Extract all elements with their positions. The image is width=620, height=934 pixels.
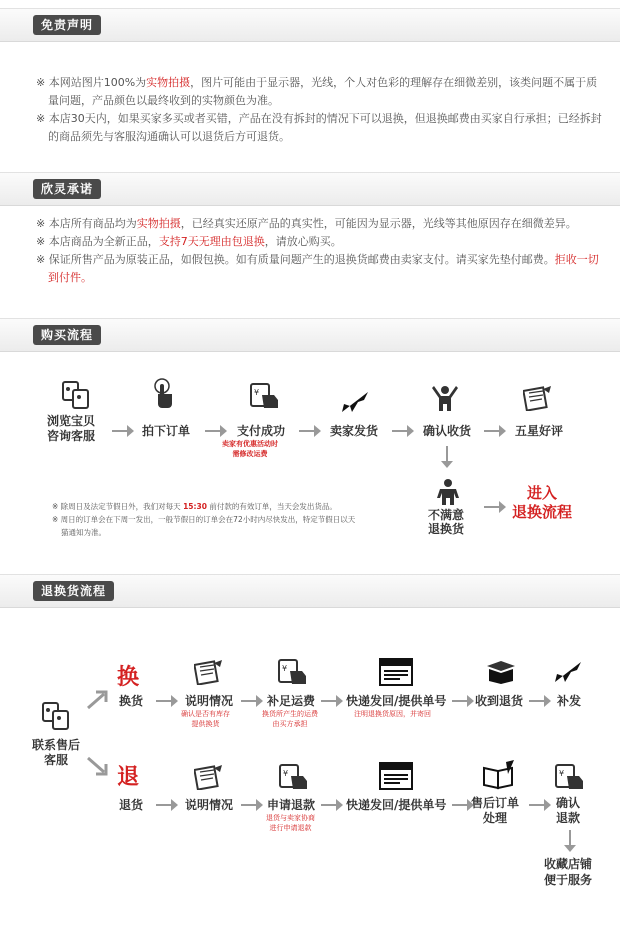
- ex-note-shipping: 换货所产生的运费 由买方承担: [262, 710, 318, 728]
- favorite-store: 收藏店铺 便于服务: [544, 857, 593, 887]
- re-step-confirm-refund: 确认 退款: [556, 796, 581, 825]
- section-title: 免责声明: [33, 15, 101, 35]
- highlight: 拒收一切到付件。: [48, 253, 599, 284]
- section-title: 退换货流程: [33, 581, 114, 601]
- arrow-right-icon: [529, 694, 551, 708]
- promise-item: [36, 251, 602, 287]
- express-slip-icon: [379, 762, 413, 790]
- arrow-down-icon: [440, 446, 454, 468]
- shipping-notes: [52, 500, 472, 539]
- arrow-right-icon: [321, 694, 343, 708]
- airplane-icon: [553, 660, 583, 684]
- highlight: 实物拍摄: [146, 76, 191, 89]
- review-icon: [523, 385, 553, 411]
- ex-step-explain: 说明情况: [185, 694, 234, 708]
- arrow-up-right-icon: [86, 688, 110, 710]
- step-order: 拍下订单: [142, 424, 191, 438]
- arrow-right-icon: [392, 424, 414, 438]
- contact-after-sales: 联系售后 客服: [32, 738, 81, 767]
- refund-big-char: 退: [117, 765, 140, 790]
- text: ，图片可能由于显示器，光线，个人对色彩的理解存在细微差别，该类问题不属于质量问题，产品颜色以最终收到的实物颜色为准。: [48, 76, 598, 107]
- text: ，请放心购买。: [264, 235, 342, 248]
- arrow-right-icon: [156, 694, 178, 708]
- text: ，已经真实还原产品的真实性，可能因为显示器，光线等其他原因存在细微差异。: [180, 217, 577, 230]
- ex-note-reason: 注明退换货原因，并寄回: [354, 710, 431, 718]
- pay-note: 卖家有优惠活动时 需修改运费: [222, 440, 278, 458]
- svg-text:¥: ¥: [283, 769, 289, 778]
- arrow-right-icon: [241, 694, 263, 708]
- re-step-explain: 说明情况: [185, 798, 234, 812]
- step-pay: 支付成功: [237, 424, 286, 438]
- arrow-right-icon: [452, 694, 474, 708]
- click-hand-icon: [152, 378, 178, 410]
- disclaimer-item: ※ 本店30天内，如果买家多买或者买错，产品在没有拆封的情况下可以退换，但退换邮费由买家自行承担；已经拆封的商品须先与客服沟通确认可以退货后方可退货。: [36, 112, 602, 143]
- text: ※ 本网站图片100%为: [36, 76, 147, 89]
- step-browse: 浏览宝贝 咨询客服: [47, 414, 96, 443]
- payment-icon: [278, 659, 308, 685]
- shipping-note: ※ 周日的订单会在下周一发出，一般节假日的订单会在72小时内尽快发出，特定节假日以天猫通知为准。: [52, 515, 356, 537]
- section-title: 欣灵承诺: [33, 179, 101, 199]
- highlight: 实物拍摄: [136, 217, 181, 230]
- arrow-right-icon: [299, 424, 321, 438]
- express-slip-icon: [379, 658, 413, 686]
- ex-note-stock: 确认是否有库存 提供换货: [181, 710, 230, 728]
- payment-icon: [555, 764, 585, 790]
- text: 前付款的有效订单，当天会发出货品。: [206, 502, 337, 511]
- explain-icon: [194, 659, 224, 685]
- re-step-send-back: 快递发回/提供单号: [346, 798, 447, 812]
- unhappy-return: 不满意 退换货: [428, 508, 465, 536]
- section-header-purchase-flow: [0, 318, 620, 352]
- refund-label: 退货: [119, 798, 144, 812]
- promise-text: [36, 215, 602, 287]
- disclaimer-text: [36, 74, 602, 146]
- svg-text:¥: ¥: [282, 664, 288, 673]
- ex-step-send-back: 快递发回/提供单号: [346, 694, 447, 708]
- ex-step-resend: 补发: [557, 694, 582, 708]
- return-flow-label: 退换流程: [512, 503, 573, 521]
- step-confirm: 确认收货: [423, 424, 472, 438]
- customer-service-icon: [42, 702, 70, 732]
- svg-text:¥: ¥: [559, 769, 565, 778]
- arrow-right-icon: [484, 424, 506, 438]
- enter-return-link[interactable]: [512, 484, 572, 522]
- package-icon: [486, 660, 516, 684]
- text: ※ 保证所售产品为原装正品，如假包换。如有质量问题产生的退换货邮费由卖家支付。请买家先垫付邮费。: [36, 253, 555, 266]
- svg-text:¥: ¥: [254, 388, 260, 397]
- customer-service-icon: [62, 381, 90, 411]
- arrow-right-icon: [529, 798, 551, 812]
- exchange-big-char: 换: [117, 665, 140, 690]
- airplane-icon: [340, 390, 370, 414]
- text: ※ 除周日及法定节假日外，我们对每天: [52, 502, 184, 511]
- arrow-down-icon: [563, 830, 577, 852]
- re-step-apply-refund: 申请退款: [267, 798, 316, 812]
- shipping-note: [52, 500, 472, 513]
- text: ※ 本店所有商品均为: [36, 217, 137, 230]
- arrow-right-icon: [112, 424, 134, 438]
- arrow-right-icon: [241, 798, 263, 812]
- exchange-label: 换货: [119, 694, 144, 708]
- explain-icon: [194, 764, 224, 790]
- highlight: 支持7天无理由包退换: [158, 235, 265, 248]
- section-header-disclaimer: [0, 8, 620, 42]
- step-ship: 卖家发货: [330, 424, 379, 438]
- section-header-return-flow: [0, 574, 620, 608]
- arrow-down-right-icon: [86, 756, 110, 778]
- disclaimer-item: [36, 74, 602, 110]
- ex-step-received: 收到退货: [475, 694, 524, 708]
- text: ※ 本店商品为全新正品，: [36, 235, 159, 248]
- section-header-promise: [0, 172, 620, 206]
- promise-item: [36, 233, 602, 251]
- ex-step-pay-shipping: 补足运费: [267, 694, 316, 708]
- open-book-icon: [482, 760, 516, 790]
- re-note-negotiate: 退货与卖家协商 进行申请退款: [266, 814, 315, 832]
- person-cheer-icon: [432, 384, 458, 412]
- section-title: 购买流程: [33, 325, 101, 345]
- arrow-right-icon: [205, 424, 227, 438]
- arrow-right-icon: [156, 798, 178, 812]
- payment-icon: [279, 764, 309, 790]
- promise-item: [36, 215, 602, 233]
- enter-label: 进入: [526, 484, 557, 502]
- cutoff-time: 15:30: [183, 502, 207, 511]
- step-review: 五星好评: [515, 424, 564, 438]
- arrow-right-icon: [484, 500, 506, 514]
- payment-icon: [250, 383, 280, 409]
- re-step-process: 售后订单 处理: [471, 796, 520, 825]
- arrow-right-icon: [321, 798, 343, 812]
